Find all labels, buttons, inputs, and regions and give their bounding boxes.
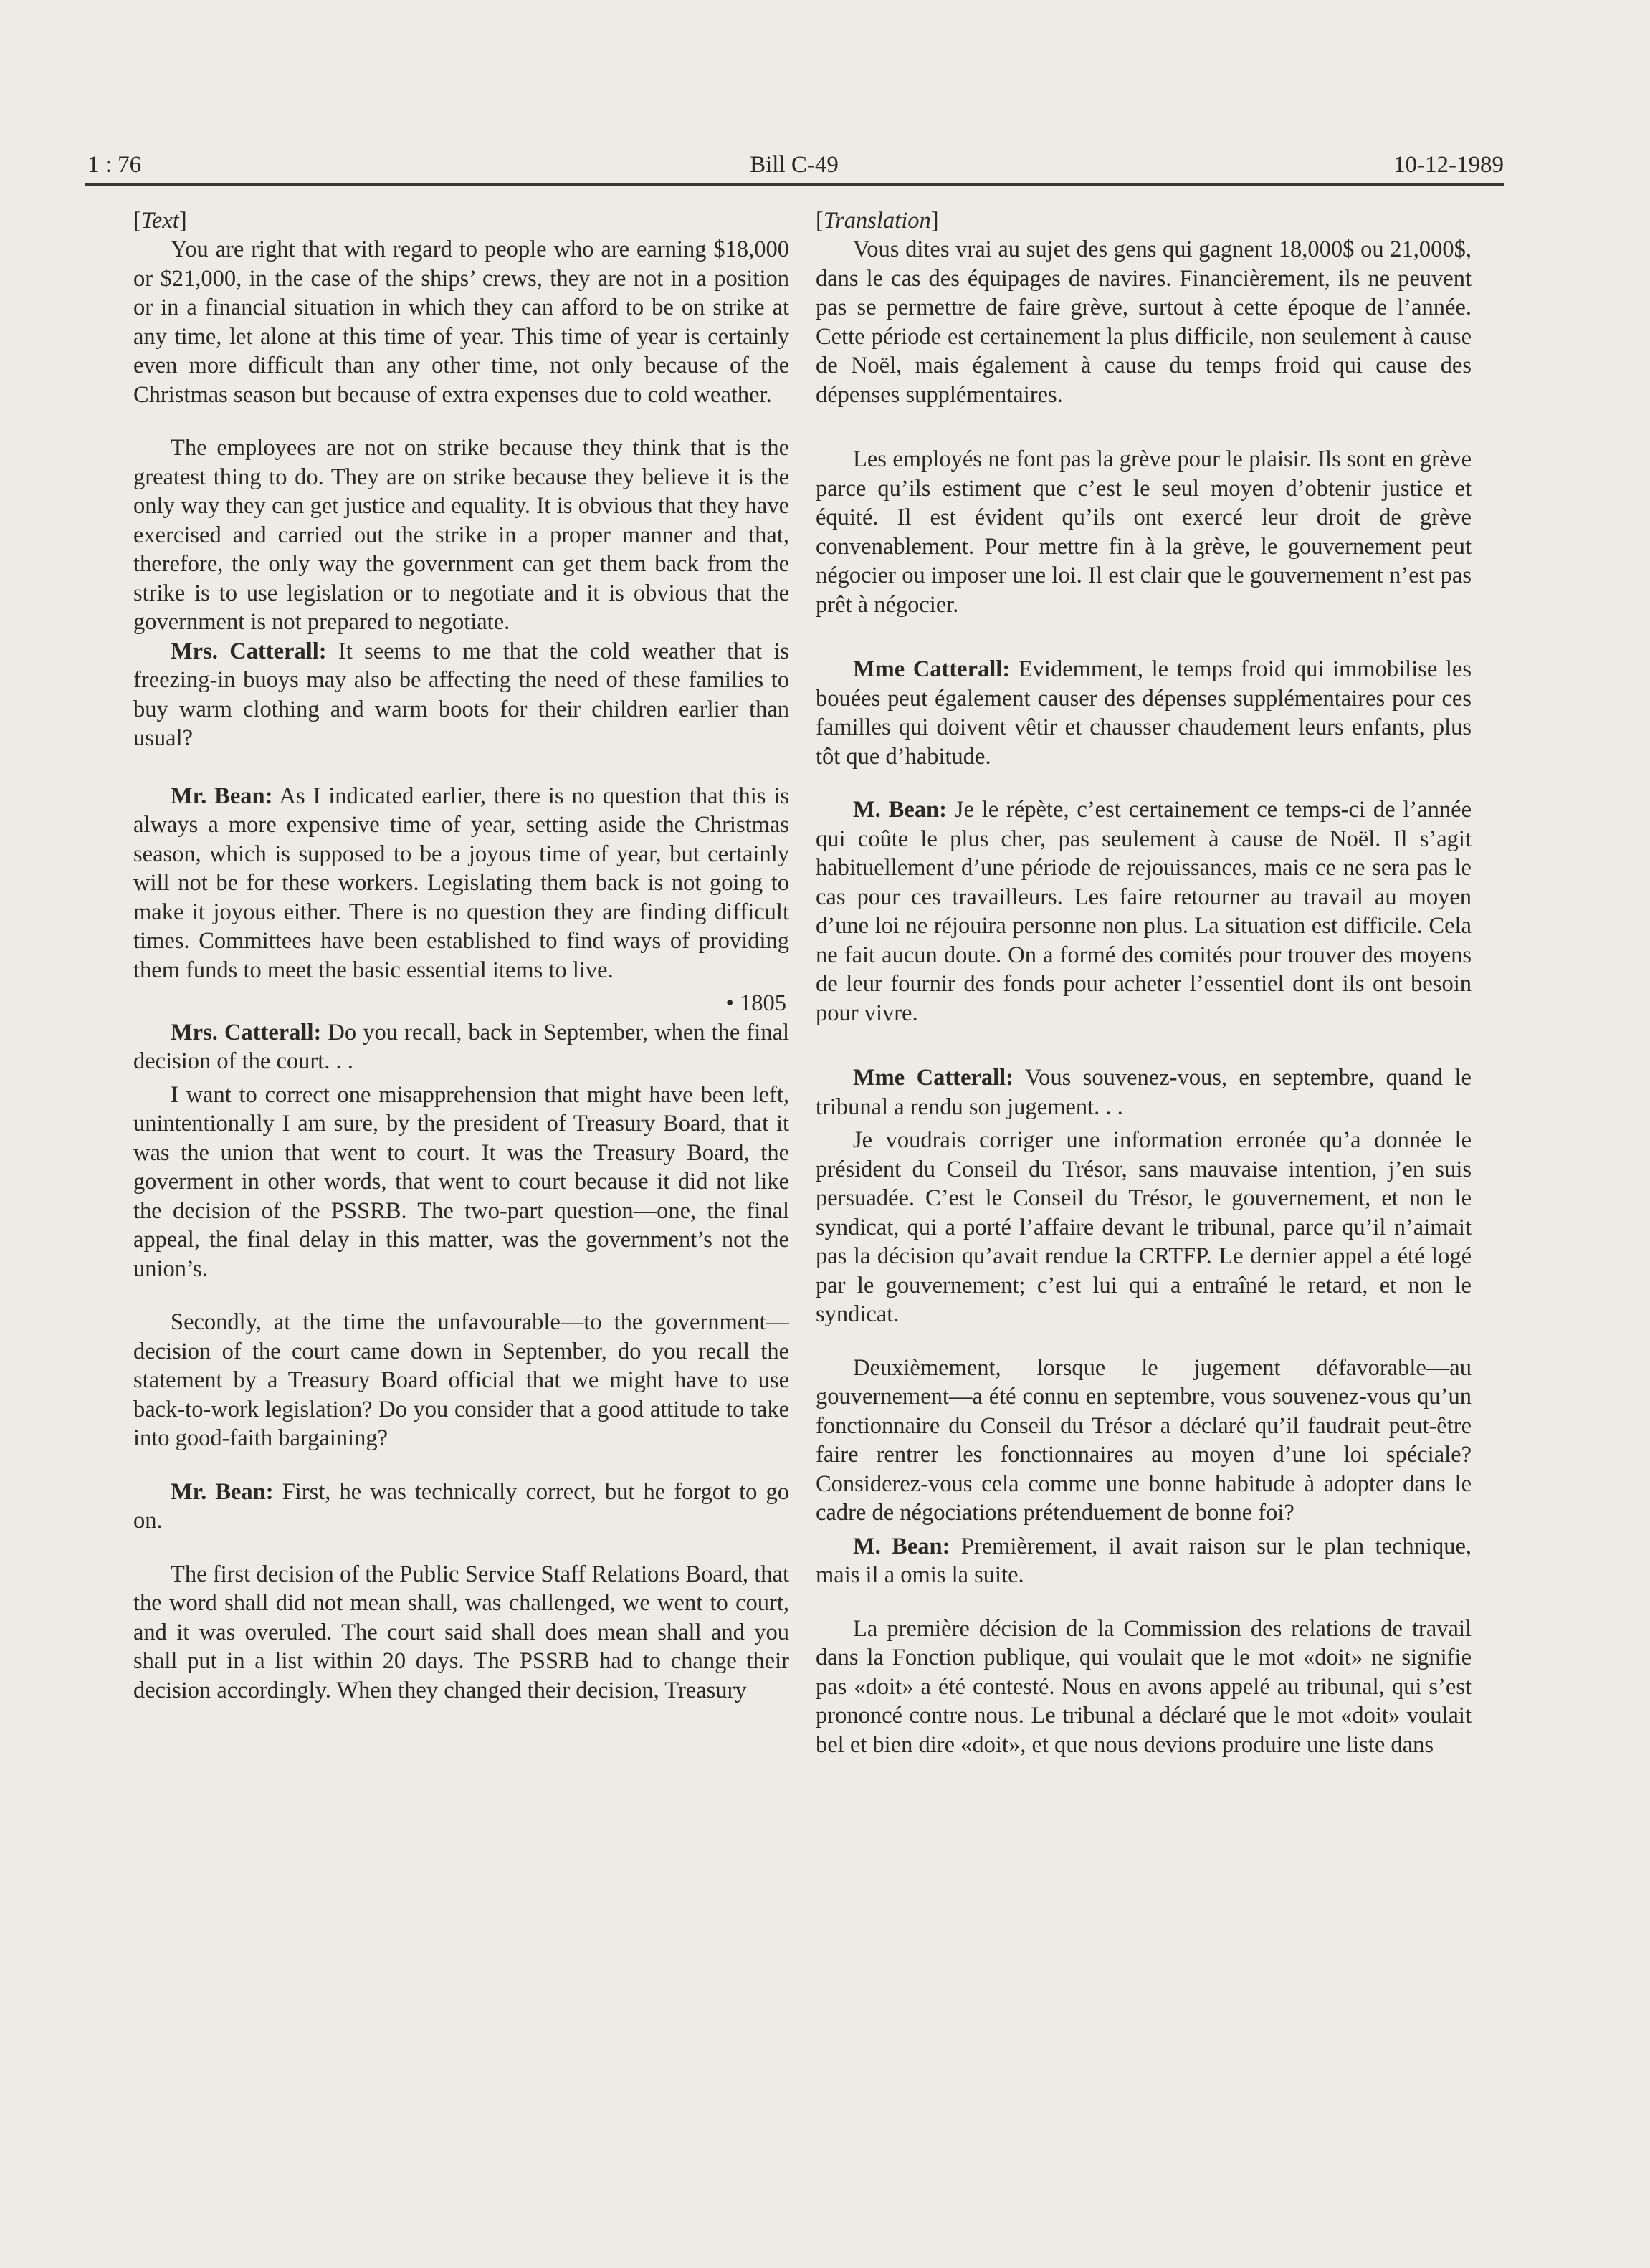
paragraph: The first decision of the Public Service Staff Relations Board, that the word shall did not mean shall, was challenged, we went to court, and it was overuled. The court said shall does mean shall and you shall put in a list within 20 days. The PSSRB had to change their decision accordingly. When they changed their decision, Treasury bbox=[133, 1561, 789, 1703]
speaker-paragraph bbox=[133, 1478, 789, 1536]
speaker-paragraph bbox=[133, 637, 789, 753]
column-label-translation-value: Translation bbox=[823, 208, 931, 234]
speaker-paragraph bbox=[133, 1018, 789, 1076]
timestamp: • 1805 bbox=[725, 990, 786, 1016]
speaker-text: It seems to me that the cold weather that is freezing-in buoys may also be affecting the need of these families to buy warm clothing and warm boots for their children earlier than usual? bbox=[133, 638, 789, 751]
speaker-text: First, he was technically correct, but he forgot to go on. bbox=[133, 1478, 789, 1533]
bill-title: Bill C-49 bbox=[750, 152, 839, 178]
column-label-text: [Text] bbox=[133, 208, 187, 234]
english-column bbox=[133, 206, 789, 1705]
speaker-name: Mme Catterall: bbox=[853, 656, 1011, 682]
speaker-name: Mrs. Catterall: bbox=[171, 638, 327, 664]
paragraph: The employees are not on strike because they think that is the greatest thing to do. They are on strike because they believe it is the only way they can get justice and equality. It is obvious that they have exercised and carried out the strike in a proper manner and that, therefore, the only way the government can get them back from the strike is to use legislation or to negotiate and it is obvious that the government is not prepared to negotiate. bbox=[133, 435, 789, 635]
header-date: 10-12-1989 bbox=[1393, 152, 1504, 178]
speaker-name: Mr. Bean: bbox=[171, 1478, 274, 1505]
speaker-name: Mme Catterall: bbox=[853, 1065, 1014, 1091]
paragraph: I want to correct one misapprehension that might have been left, unintentionally I am sure, by the president of Treasury Board, that it was the union that went to court. It was the Treasury Board, the goverment in other words, that went to court because it did not like the decision of the PSSRB. The two-part question—one, the final appeal, the final delay in this matter, was the government’s not the union’s. bbox=[133, 1081, 789, 1282]
french-column bbox=[816, 206, 1472, 1759]
speaker-name: Mr. Bean: bbox=[171, 783, 273, 809]
speaker-name: M. Bean: bbox=[853, 1533, 950, 1559]
speaker-text: Do you recall, back in September, when the final decision of the court. . . bbox=[133, 1019, 789, 1074]
speaker-text: Vous souvenez-vous, en septembre, quand le tribunal a rendu son jugement. . . bbox=[816, 1065, 1472, 1120]
paragraph: Secondly, at the time the unfavourable—to the government—decision of the court came down in September, do you recall the statement by a Treasury Board official that we might have to use back-to-work legislation? Do you consider that a good attitude to take into good-faith bargaining? bbox=[133, 1309, 789, 1451]
speaker-name: Mrs. Catterall: bbox=[171, 1019, 322, 1046]
speaker-text: Premièrement, il avait raison sur le plan technique, mais il a omis la suite. bbox=[816, 1533, 1472, 1588]
speaker-text: As I indicated earlier, there is no question that this is always a more expensive time of year, setting aside the Christmas season, which is supposed to be a joyous time of year, but certainly will not be for these workers. Legislating them back is not going to make it joyous either. There is no question they are finding difficult times. Committees have been established to find ways of providing them funds to meet the basic essential items to live. bbox=[133, 783, 789, 983]
speaker-paragraph bbox=[816, 655, 1472, 771]
paragraph: You are right that with regard to people who are earning $18,000 or $21,000, in the case of the ships’ crews, they are not in a position or in a financial situation in which they can afford to be on strike at any time, let alone at this time of year. This time of year is certainly even more difficult than any other time, not only because of the Christmas season but because of extra expenses due to cold weather. bbox=[133, 236, 789, 408]
speaker-paragraph bbox=[816, 1063, 1472, 1121]
header-rule bbox=[85, 183, 1504, 186]
speaker-text: Je le répète, c’est certainement ce temps-ci de l’année qui coûte le plus cher, pas seulement à cause de Noël. Il s’agit habituellement d’une période de rejouissances, mais ce ne sera pas le cas pour ces travailleurs. Les faire retourner au travail au moyen d’une loi ne réjouira personne non plus. La situation est difficile. Cela ne fait aucun doute. On a formé des comités pour trouver des moyens de leur fournir des fonds pour acheter l’essentiel dont ils ont besoin pour vivre. bbox=[816, 797, 1472, 1026]
speaker-paragraph bbox=[816, 795, 1472, 1028]
paragraph: Deuxièmement, lorsque le jugement défavorable—au gouvernement—a été connu en septembre, vous souvenez-vous qu’un fonctionnaire du Conseil du Trésor a déclaré qu’il faudrait peut-être faire rentrer les fonctionnaires au moyen d’une loi spéciale? Considerez-vous cela comme une bonne habitude à adopter dans le cadre de négociations prétenduement de bonne foi? bbox=[816, 1354, 1472, 1526]
paragraph: La première décision de la Commission des relations de travail dans la Fonction publique, qui voulait que le mot «doit» ne signifie pas «doit» a été contesté. Nous en avons appelé au tribunal, qui s’est prononcé contre nous. Le tribunal a déclaré que le mot «doit» voulait bel et bien dire «doit», et que nous devions produire une liste dans bbox=[816, 1615, 1472, 1758]
paragraph: Les employés ne font pas la grève pour le plaisir. Ils sont en grève parce qu’ils estiment que c’est le seul moyen d’obtenir justice et équité. Il est évident qu’ils ont exercé leur droit de grève convenablement. Pour mettre fin à la grève, le gouvernement peut négocier ou imposer une loi. Il est clair que le gouvernement n’est pas prêt à négocier. bbox=[816, 446, 1472, 618]
column-label-translation: [Translation] bbox=[816, 208, 939, 234]
page-header bbox=[85, 148, 1504, 182]
paragraph: Je voudrais corriger une information erronée qu’a donnée le président du Conseil du Trésor, sans mauvaise intention, j’en suis persuadée. C’est le Conseil du Trésor, le gouvernement, et non le syndicat, qui a porté l’affaire devant le tribunal, parce qu’il n’aimait pas la décision qu’avait rendue la CRTFP. Le dernier appel a été logé par le gouvernement; c’est lui qui a entraîné le retard, et non le syndicat. bbox=[816, 1127, 1472, 1327]
speaker-paragraph bbox=[133, 782, 789, 985]
page-number: 1 : 76 bbox=[87, 152, 142, 178]
speaker-paragraph bbox=[816, 1532, 1472, 1590]
speaker-text: Evidemment, le temps froid qui immobilise les bouées peut également causer des dépenses supplémentaires pour ces familles qui doivent vêtir et chausser chaudement leurs enfants, plus tôt que d’habitude. bbox=[816, 656, 1472, 770]
paragraph: Vous dites vrai au sujet des gens qui gagnent 18,000$ ou 21,000$, dans le cas des équipages de navires. Financièrement, ils ne peuvent pas se permettre de faire grève, surtout à cette époque de l’année. Cette période est certainement la plus difficile, non seulement à cause de Noël, mais également à cause du temps froid qui cause des dépenses supplémentaires. bbox=[816, 236, 1472, 408]
column-label-text-value: Text bbox=[140, 208, 179, 234]
speaker-name: M. Bean: bbox=[853, 797, 947, 823]
